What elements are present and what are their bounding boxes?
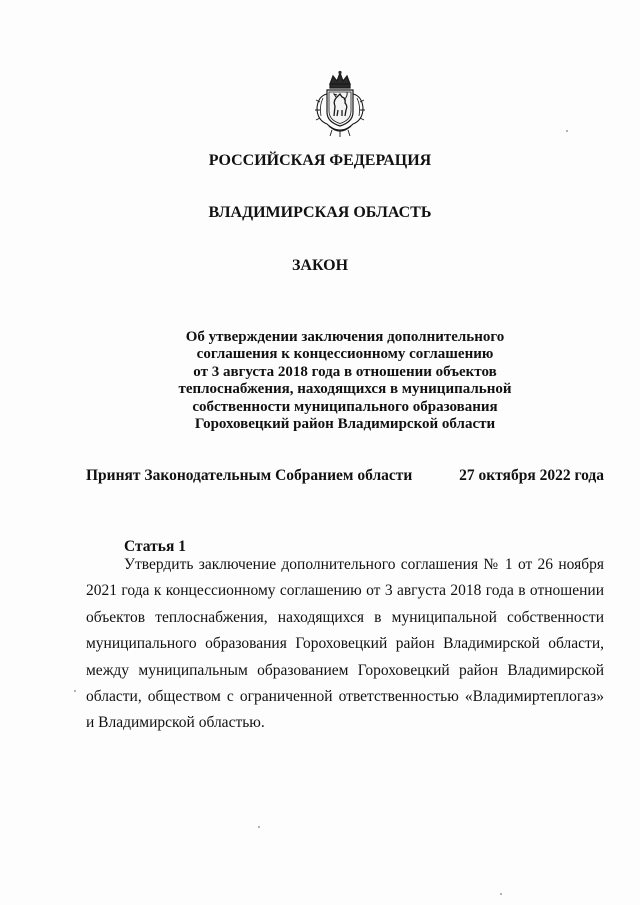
document-type-heading: ЗАКОН — [291, 257, 349, 274]
scan-speck — [566, 130, 568, 132]
adopted-by-text: Принят Законодательным Собранием области — [86, 467, 413, 484]
scan-speck — [74, 690, 76, 692]
law-title — [150, 329, 540, 433]
article-1-text: Утвердить заключение дополнительного соглашения № 1 от 26 ноября 2021 года к концессионному соглашению от 3 августа 2018 года в отношении объектов теплоснабжения, находящихся в муниципальной собственности муниципального образования Гороховецкий район Владимирской области, между муниципальным образованием Гороховецкий район Владимирской области, обществом с ограниченной ответственностью «Владимиртеплогаз» и Владимирской областью. — [86, 556, 604, 732]
scan-speck — [500, 893, 502, 895]
law-title-line: собственности муниципального образования — [192, 398, 498, 415]
law-title-line: Гороховецкий район Владимирской области — [194, 416, 496, 433]
law-title-line: от 3 августа 2018 года в отношении объектов — [193, 363, 497, 380]
coat-of-arms-icon — [313, 70, 367, 138]
law-title-line: теплоснабжения, находящихся в муниципальной — [178, 381, 512, 398]
region-heading: ВЛАДИМИРСКАЯ ОБЛАСТЬ — [208, 204, 432, 221]
article-1-heading: Статья 1 — [124, 538, 186, 555]
law-title-line: Об утверждении заключения дополнительного — [185, 329, 505, 345]
country-heading: РОССИЙСКАЯ ФЕДЕРАЦИЯ — [208, 152, 432, 169]
adoption-date: 27 октября 2022 года — [459, 467, 604, 484]
scan-speck — [258, 826, 260, 828]
law-title-line: соглашения к концессионному соглашению — [196, 346, 494, 363]
